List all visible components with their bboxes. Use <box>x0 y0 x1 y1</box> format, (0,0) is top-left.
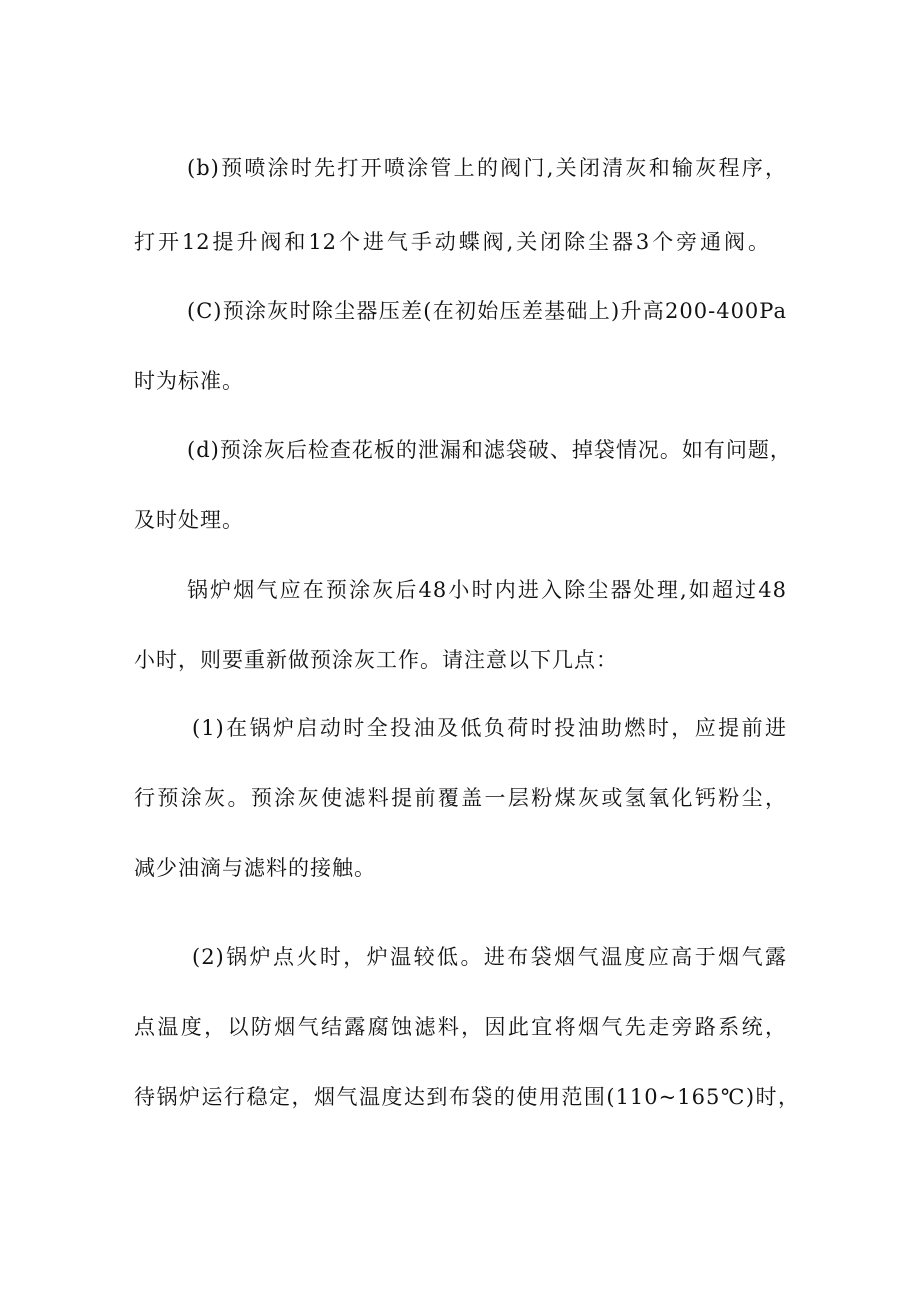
text-line: (2)锅炉点火时，炉温较低。进布袋烟气温度应高于烟气露 <box>192 945 787 969</box>
text-line: 小时，则要重新做预涂灰工作。请注意以下几点： <box>134 648 618 672</box>
text-line: 减少油滴与滤料的接触。 <box>134 856 376 880</box>
text-line: (1)在锅炉启动时全投油及低负荷时投油助燃时，应提前进 <box>192 716 787 740</box>
text-line: 行预涂灰。预涂灰使滤料提前覆盖一层粉煤灰或氢氧化钙粉尘， <box>134 786 787 810</box>
text-line: (d)预涂灰后检查花板的泄漏和滤袋破、掉袋情况。如有问题， <box>187 438 792 462</box>
text-line: 点温度，以防烟气结露腐蚀滤料，因此宜将烟气先走旁路系统， <box>134 1015 787 1039</box>
text-line: 打开12提升阀和12个进气手动蝶阀,关闭除尘器3个旁通阀。 <box>134 230 770 254</box>
text-line: (b)预喷涂时先打开喷涂管上的阀门,关闭清灰和输灰程序， <box>187 156 787 180</box>
text-line: (C)预涂灰时除尘器压差(在初始压差基础上)升高200-400Pa <box>187 299 787 323</box>
text-line: 锅炉烟气应在预涂灰后48小时内进入除尘器处理,如超过48 <box>187 578 787 602</box>
text-line: 及时处理。 <box>134 508 244 532</box>
text-line: 时为标准。 <box>134 369 244 393</box>
text-line: 待锅炉运行稳定，烟气温度达到布袋的使用范围(110~165℃)时， <box>134 1085 800 1109</box>
